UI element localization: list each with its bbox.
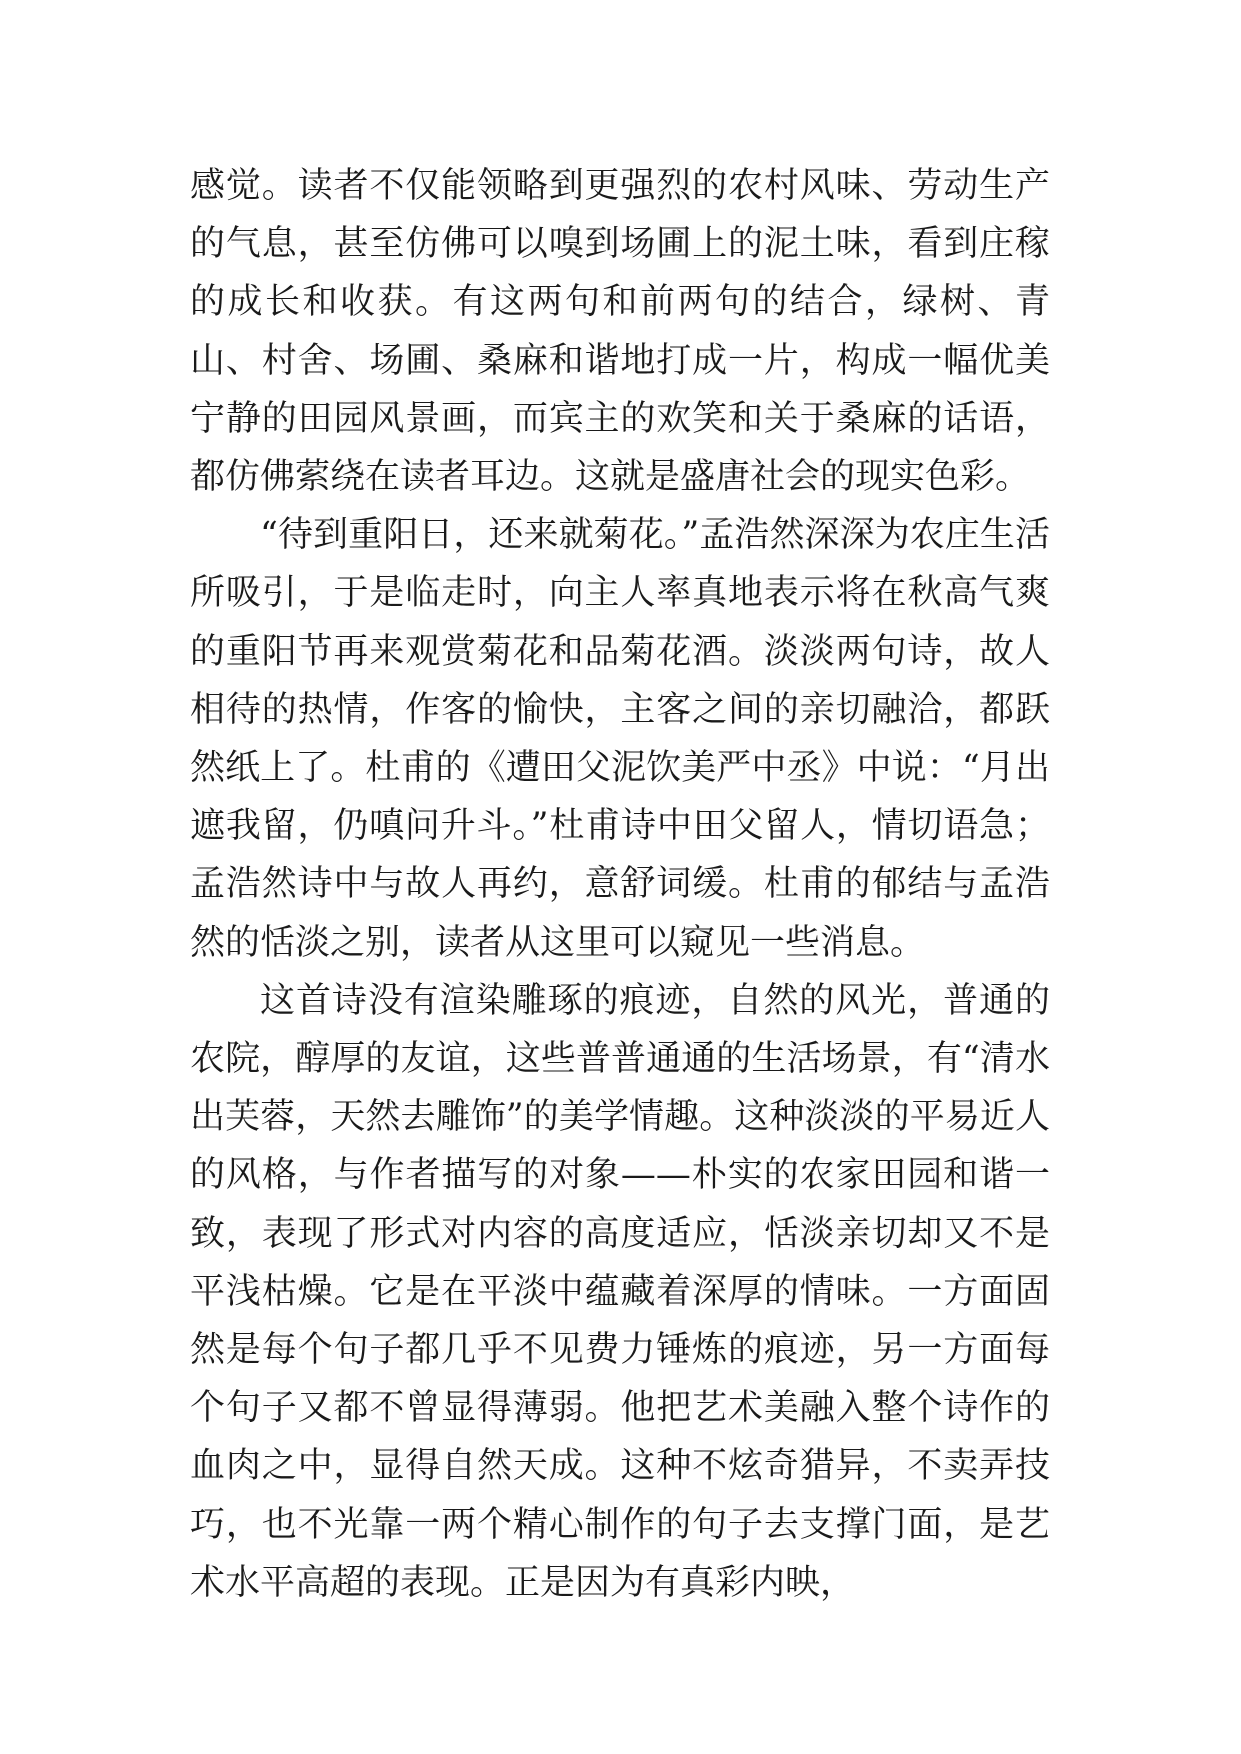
paragraph-1: 感觉。读者不仅能领略到更强烈的农村风味、劳动生产的气息，甚至仿佛可以嗅到场圃上的泥土味，看到庄稼的成长和收获。有这两句和前两句的结合，绿树、青山、村舍、场圃、桑麻和谐地打成一片，构成一幅优美宁静的田园风景画，而宾主的欢笑和关于桑麻的话语，都仿佛萦绕在读者耳边。这就是盛唐社会的现实色彩。 [190,166,1050,498]
paragraph-2: “待到重阳日，还来就菊花。”孟浩然深深为农庄生活所吸引，于是临走时，向主人率真地表示将在秋高气爽的重阳节再来观赏菊花和品菊花酒。淡淡两句诗，故人相待的热情，作客的愉快，主客之间的亲切融洽，都跃然纸上了。杜甫的《遭田父泥饮美严中丞》中说：“月出遮我留，仍嗔问升斗。”杜甫诗中田父留人，情切语急；孟浩然诗中与故人再约，意舒词缓。杜甫的郁结与孟浩然的恬淡之别，读者从这里可以窥见一些消息。 [190,515,1050,963]
article-body [190,157,1050,1612]
paragraph-3: 这首诗没有渲染雕琢的痕迹，自然的风光，普通的农院，醇厚的友谊，这些普普通通的生活场景，有“清水出芙蓉，天然去雕饰”的美学情趣。这种淡淡的平易近人的风格，与作者描写的对象——朴实的农家田园和谐一致，表现了形式对内容的高度适应，恬淡亲切却又不是平浅枯燥。它是在平淡中蕴藏着深厚的情味。一方面固然是每个句子都几乎不见费力锤炼的痕迹，另一方面每个句子又都不曾显得薄弱。他把艺术美融入整个诗作的血肉之中，显得自然天成。这种不炫奇猎异，不卖弄技巧，也不光靠一两个精心制作的句子去支撑门面，是艺术水平高超的表现。正是因为有真彩内映， [190,980,1050,1603]
